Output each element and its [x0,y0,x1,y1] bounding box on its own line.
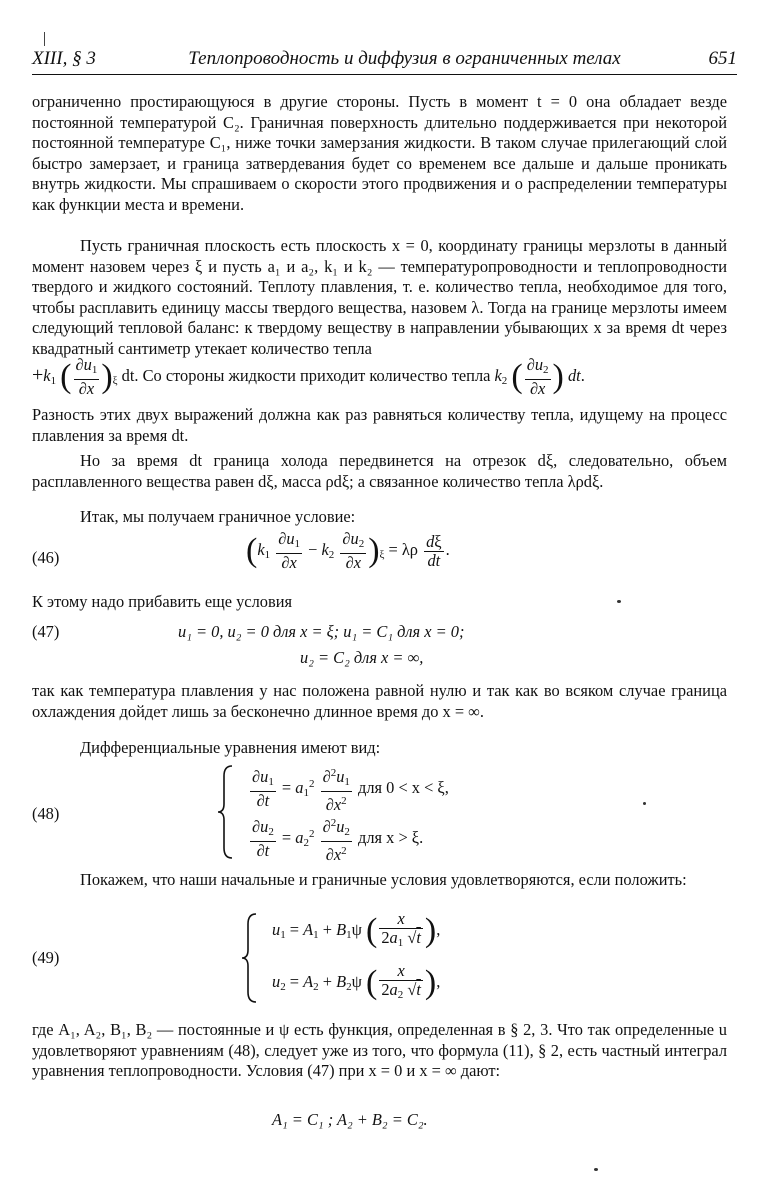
header-section: XIII, § 3 [32,48,96,69]
paragraph-8-text: Покажем, что наши начальные и граничные условия удовлетворяются, если положить: [80,870,687,889]
eq-46-label: (46) [32,548,60,567]
equation-48-line-1: $\frac{\partial u_1}{\partial t}$ = $a_1^2$ $\frac{\partial^2u_1}{\partial x^2}$ для 0 < x < ξ, [248,764,449,814]
paragraph-6 [32,681,727,722]
equation-49-line-2: $u_2 = A_2 + B_2\psi$ ( $\frac{x}{2a_2 √t}$ ), [272,961,441,1001]
ink-speck-2 [643,802,646,805]
paragraph-6-text: так как температура плавления у нас положена равной нулю и так как во всяком случае граница охлаждения дойдет лишь за бесконечно длинное время до x = ∞. [32,681,727,721]
equation-47-line-1: u₁ = 0, u₂ = 0 для x = ξ; u₁ = C₁ для x = 0; [178,622,465,641]
paragraph-9-text: где A₁, A₂, B₁, B₂ — постоянные и ψ есть функция, определенная в § 2, 3. Что так определенные u удовлетворяют уравнениям (48), следует уже из того, что формула (11), § 2, есть частный интеграл уравнения теплопроводности. Условия (47) при x = 0 и x = ∞ дают: [32,1020,727,1081]
paragraph-2c-text: Разность этих двух выражений должна как раз равняться количеству тепла, идущему на процесс плавления за время dt. [32,405,727,445]
paragraph-9 [32,1020,727,1082]
paragraph-7-text: Дифференциальные уравнения имеют вид: [80,738,381,757]
paragraph-3 [32,451,727,492]
paragraph-2-text: Пусть граничная плоскость есть плоскость x = 0, координату границы мерзлоты в данный момент назовем через ξ и пусть a₁ и a₂, k₁ и k₂ — температуропроводности и теплопроводности твердого и жидкого состояний. Теплоту плавления, т. е. количество тепла, необходимое для того, чтобы расплавить единицу массы твердого вещества, назовем λ. Тогда на границе мерзлоты имеем следующий тепловой баланс: к твердому веществу в направлении убывающих x за время dt через квадратный сантиметр утекает количество тепла [32,236,727,358]
final-equation: A₁ = C₁ ; A₂ + B₂ = C₂. [272,1110,428,1129]
paragraph-1-text: ограниченно простирающуюся в другие стороны. Пусть в момент t = 0 она обладает везде постоянной температурой C₂. Граничная поверхность длительно поддерживается при некоторой постоянной температуре C₁, ниже точки замерзания жидкости. В таком случае прилегающий слой быстро замерзает, и граница затвердевания будет со временем все дальше и дальше проникать внутрь жидкости. Мы спрашиваем о скорости этого продвижения и о распределении температуры как функции места и времени. [32,92,727,214]
paragraph-7 [32,738,727,759]
paragraph-8 [32,870,727,891]
ink-speck [617,600,621,603]
paragraph-4 [32,507,727,528]
brace-48 [216,764,236,860]
header-title: Теплопроводность и диффузия в ограниченных телах [188,48,621,69]
eq-48-label: (48) [32,804,60,823]
paragraph-5 [32,592,727,613]
eq48-cond-2: для x > ξ. [358,827,424,847]
equation-48-line-2: $\frac{\partial u_2}{\partial t}$ = $a_2^2$ $\frac{\partial^2u_2}{\partial x^2}$ для x > ξ. [248,814,423,864]
page-number: 651 [708,48,737,69]
paragraph-3-text: Но за время dt граница холода передвинется на отрезок dξ, следовательно, объем расплавленного вещества равен dξ, масса ρdξ; а связанное количество тепла λρdξ. [32,451,727,491]
eq-47-label: (47) [32,622,60,641]
paragraph-5-text: К этому надо прибавить еще условия [32,592,293,611]
equation-46: ($k_1$ $\frac{\partial u_1}{\partial x}$ − $k_2$ $\frac{\partial u_2}{\partial x}$ )$_\xi = \lambda\rho$ $\frac{d\xi}{dt}$ . [246,529,450,572]
eq-49-label: (49) [32,948,60,967]
paragraph-2c [32,405,727,446]
paragraph-2 [32,236,727,360]
ink-speck-3 [594,1168,598,1171]
brace-49 [240,912,260,1004]
running-header [32,44,737,75]
paragraph-4-text: Итак, мы получаем граничное условие: [80,507,356,526]
heat-flow-text: dt. Со стороны жидкости приходит количество тепла [121,365,491,385]
equation-47-line-2: u₂ = C₂ для x = ∞, [300,648,424,667]
heat-flow-line: $+k_1$ ( $\frac{\partial u_1}{\partial x}$ )$_\xi$ dt. Со стороны жидкости приходит количество тепла $k_2$ ( $\frac{\partial u_2}{\partial x}$ ) dt. [32,355,585,398]
paragraph-1 [32,92,727,216]
equation-49-line-1: $u_1 = A_1 + B_1\psi$ ( $\frac{x}{2a_1 √t}$ ), [272,909,441,949]
eq48-cond-1: для 0 < x < ξ, [358,777,449,797]
